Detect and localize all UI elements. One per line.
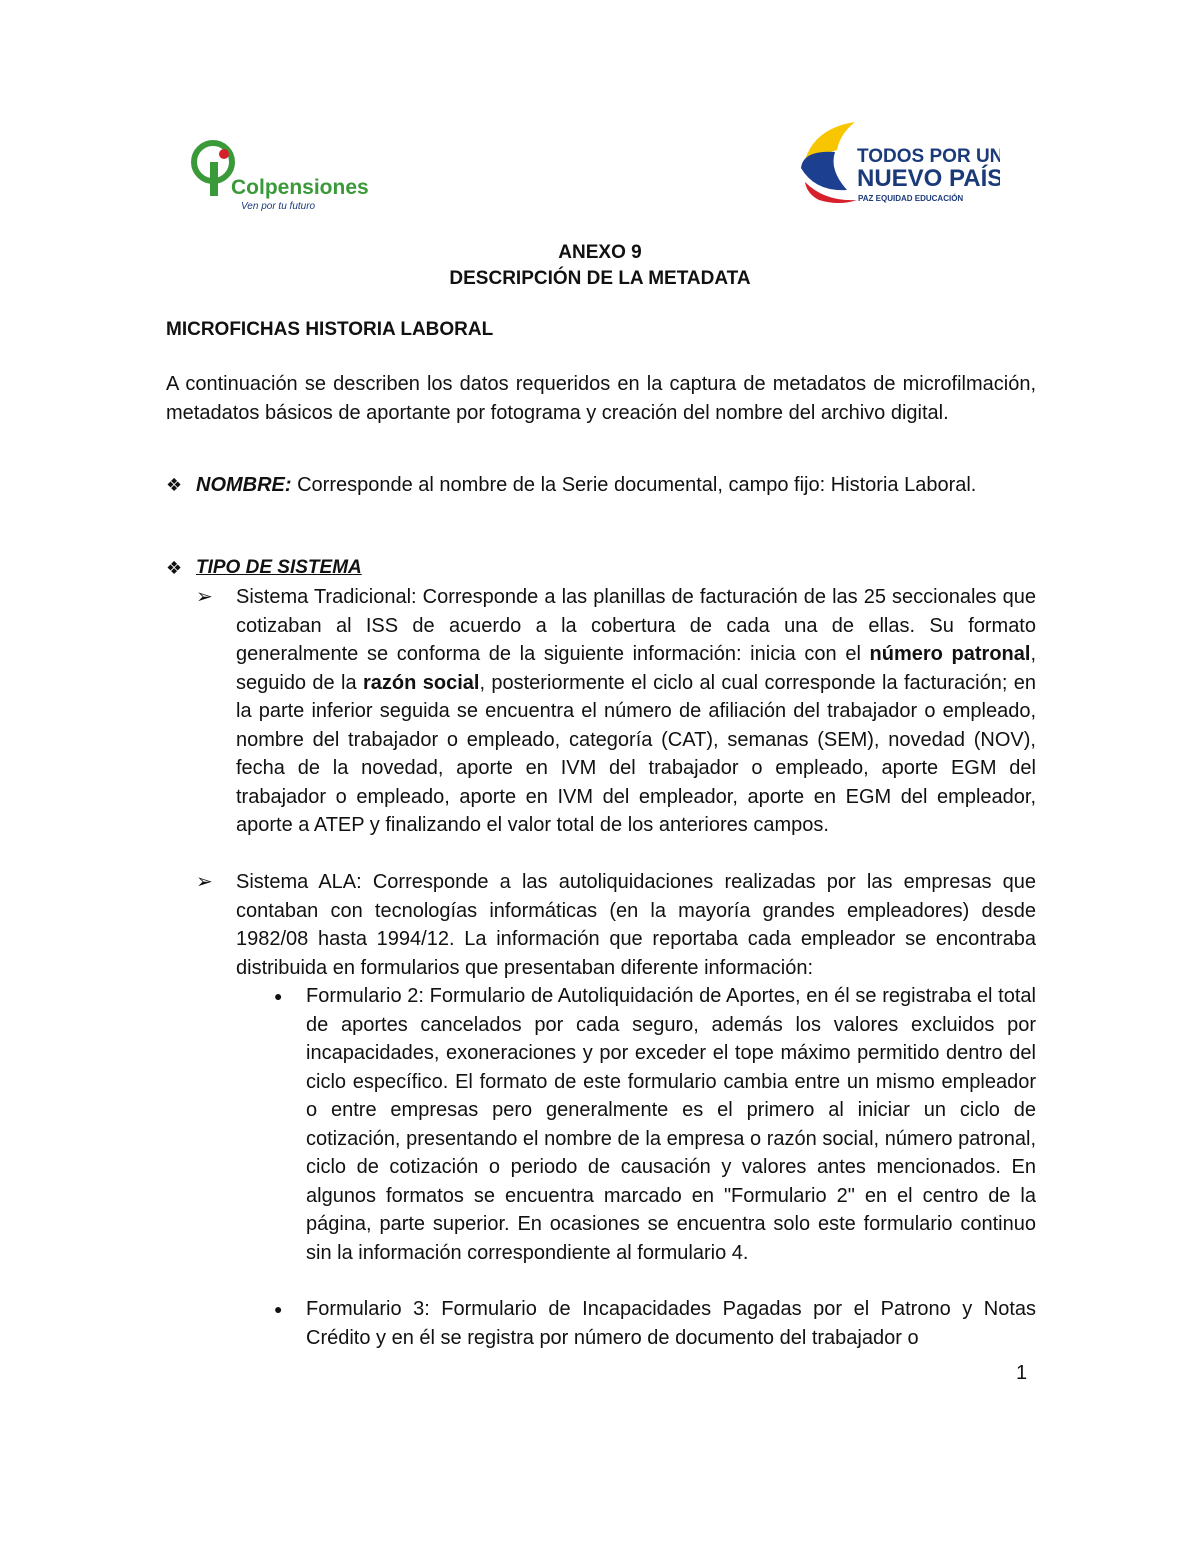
logo-line2-text: NUEVO PAÍS [857,165,1000,192]
diamond-bullet-icon: ❖ [166,558,183,578]
arrow-bullet-icon: ➢ [196,586,213,608]
tradicional-text-1: Sistema Tradicional: Corresponde a las planillas de facturación de las 25 seccionales que cotizaban al ISS de acuerdo a la cobertura de cada una de ellas. Su formato generalmente se conforma de la siguiente información: inicia con el [236,586,1036,665]
sistema-ala-item: Sistema ALA: Corresponde a las autoliquidaciones realizadas por las empresas que contaban con tecnologías informáticas (en la mayoría grandes empleadores) desde 1982/08 hasta 1994/12. La información que reportaba cada empleador se encontraba distribuida en formularios que presentaban diferente información: [236,871,1036,979]
tradicional-bold-numero-patronal: número patronal [869,643,1031,665]
formulario-2-item: Formulario 2: Formulario de Autoliquidación de Aportes, en él se registraba el total de aportes cancelados por cada seguro, además los valores excluidos por incapacidades, exoneraciones y por exceder el tope máximo permitido dentro del ciclo específico. El formato de este formulario cambia entre un mismo empleador o entre empresas pero generalmente es el primero al iniciar un ciclo de cotización, presentando el nombre de la empresa o razón social, número patronal, ciclo de cotización o periodo de causación y valores antes mencionados. En algunos formatos se encuentra marcado en "Formulario 2" en el centro de la página, parte superior. En ocasiones se encuentra solo este formulario continuo sin la información correspondiente al formulario 4. [306,985,1036,1264]
logo-tagline-text: Ven por tu futuro [241,201,316,212]
tradicional-text-2: , seguido de la [236,643,1037,694]
annex-heading: ANEXO 9 [558,242,642,263]
intro-paragraph: A continuación se describen los datos requeridos en la captura de metadatos de microfilmación, metadatos básicos de aportante por fotograma y creación del nombre del archivo digital. [166,373,1036,424]
dot-bullet-icon: ● [274,988,283,1004]
tipo-sistema-label: TIPO DE SISTEMA [196,557,362,578]
colpensiones-logo-icon [186,140,391,215]
document-title: DESCRIPCIÓN DE LA METADATA [449,268,751,289]
nombre-item [196,471,1036,500]
nombre-label: NOMBRE: [196,474,292,496]
nombre-text: Corresponde al nombre de la Serie documental, campo fijo: Historia Laboral. [291,474,977,496]
arrow-bullet-icon: ➢ [196,871,213,893]
tradicional-bold-razon-social: razón social [363,671,480,694]
logo-line1-text: TODOS POR UN [857,146,1000,167]
diamond-bullet-icon: ❖ [166,475,183,495]
logo-brand-text: Colpensiones [231,176,369,199]
colpensiones-logo [186,140,391,215]
flag-swoosh-icon [795,120,1000,208]
dot-bullet-icon: ● [274,1301,283,1317]
section-title: MICROFICHAS HISTORIA LABORAL [166,319,494,340]
tradicional-text-3: , posteriormente el ciclo al cual corresponde la facturación; en la parte inferior seguida se encuentra el número de afiliación del trabajador o empleado, nombre del trabajador o empleado, categoría (CAT), semanas (SEM), novedad (NOV), fecha de la novedad, aporte en IVM del trabajador o empleado, aporte EGM del trabajador o empleado, aporte en IVM del empleador, aporte en EGM del empleador, aporte a ATEP y finalizando el valor total de los anteriores campos. [236,671,1036,836]
sistema-tradicional-item [236,583,1036,840]
formulario-3-item: Formulario 3: Formulario de Incapacidades Pagadas por el Patrono y Notas Crédito y en él se registra por número de documento del trabajador o [306,1298,1036,1349]
logo-line3-text: PAZ EQUIDAD EDUCACIÓN [858,194,964,203]
todos-por-un-nuevo-pais-logo [795,120,1000,208]
page-number: 1 [1016,1362,1028,1384]
